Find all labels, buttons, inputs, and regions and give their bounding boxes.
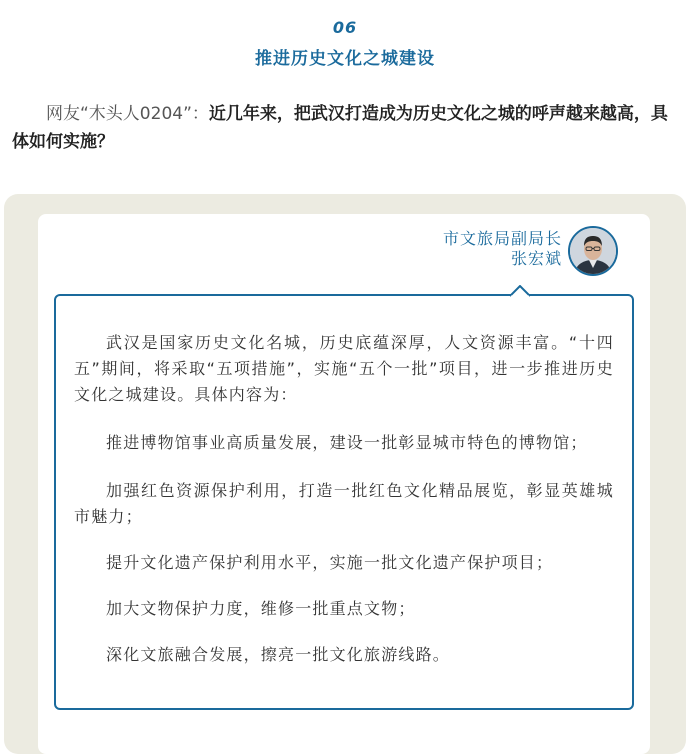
section-title: 推进历史文化之城建设	[255, 49, 435, 69]
speaker-name: 张宏斌	[510, 249, 562, 268]
speech-pointer	[510, 285, 530, 297]
answer-paragraph: 深化文旅融合发展，擦亮一批文化旅游线路。	[106, 645, 451, 664]
answer-text	[74, 330, 614, 668]
question-asker: 网友“木头人0204”：	[46, 104, 209, 124]
answer-paragraph: 推进博物馆事业高质量发展，建设一批彰显城市特色的博物馆；	[106, 433, 588, 452]
answer-paragraph: 提升文化遗产保护利用水平，实施一批文化遗产保护项目；	[106, 553, 554, 572]
answer-paragraph: 加大文物保护力度，维修一批重点文物；	[106, 599, 416, 618]
speaker-title: 市文旅局副局长	[442, 229, 562, 248]
question-paragraph	[12, 100, 678, 156]
speaker-avatar	[568, 226, 618, 276]
answer-paragraph: 加强红色资源保护利用，打造一批红色文化精品展览，彰显英雄城市魅力；	[74, 481, 614, 526]
section-number: 06	[332, 18, 358, 37]
question-text: 近几年来，把武汉打造成为历史文化之城的呼声越来越高，具体如何实施？	[12, 104, 668, 152]
portrait-avatar-icon	[570, 228, 616, 274]
answer-paragraph: 武汉是国家历史文化名城，历史底蕴深厚，人文资源丰富。“十四五”期间，将采取“五项措施”，实施“五个一批”项目，进一步推进历史文化之城建设。具体内容为：	[74, 333, 614, 404]
